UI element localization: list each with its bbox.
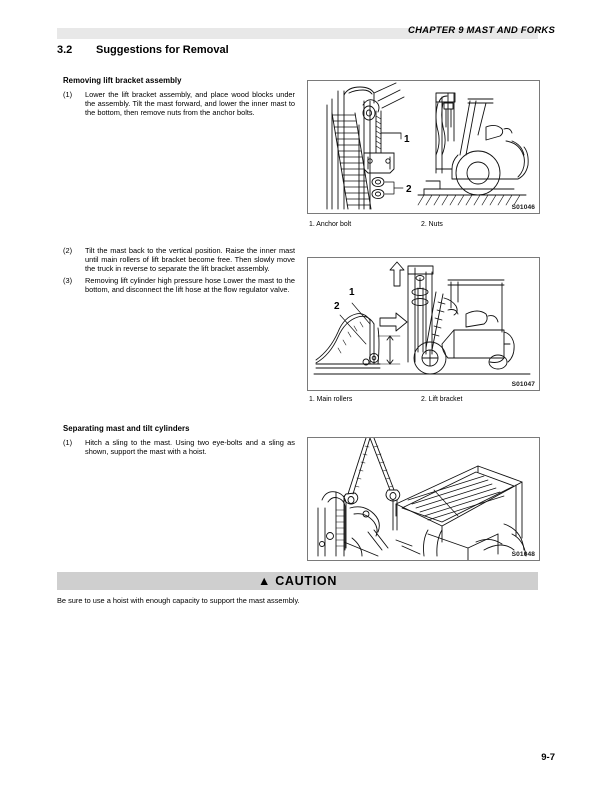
step-number: (3) (63, 275, 73, 285)
figure-2-illustration (308, 258, 539, 390)
figure-2-lift-bracket-separation (307, 257, 540, 391)
page-number: 9-7 (541, 752, 555, 763)
warning-triangle-icon: ▲ (257, 574, 272, 588)
step-item (63, 246, 295, 274)
step-item (63, 438, 295, 456)
content-block-1 (63, 76, 295, 120)
figure-1-illustration (308, 81, 539, 213)
figure-3-sling-hoist-mast (307, 437, 540, 561)
section-number: 3.2 (57, 44, 73, 56)
step-text: Hitch a sling to the mast. Using two eye-bolts and a sling as shown, support the mast with a hoist. (85, 438, 295, 457)
legend-item: 1. Main rollers (309, 396, 353, 403)
figure-1-callout-2: 2 (406, 184, 412, 195)
step-number: (1) (63, 438, 73, 447)
step-number: (2) (63, 246, 73, 255)
step-item (63, 276, 295, 294)
step-text: Lower the lift bracket assembly, and place wood blocks under the assembly. Tilt the mast forward, and lower the inner mast to the bottom, then remove nuts from the anchor bolts. (85, 90, 295, 118)
step-number: (1) (63, 90, 73, 99)
figure-3-id: S01048 (511, 551, 535, 558)
step-text: Removing lift cylinder high pressure hose Lower the mast to the bottom, and disconnect the lift hose at the flow regulator valve. (85, 275, 295, 294)
content-block-3 (63, 424, 295, 458)
figure-2-legend (309, 396, 549, 406)
figure-1-legend (309, 221, 549, 231)
caution-label-text: CAUTION (275, 574, 338, 588)
legend-item: 2. Lift bracket (421, 396, 463, 403)
legend-item: 2. Nuts (421, 221, 443, 228)
content-block-2 (63, 246, 295, 296)
figure-1-callout-1: 1 (404, 134, 410, 145)
chapter-header-title: CHAPTER 9 MAST AND FORKS (408, 25, 555, 36)
caution-body-text: Be sure to use a hoist with enough capacity to support the mast assembly. (57, 596, 300, 605)
legend-item: 1. Anchor bolt (309, 221, 352, 228)
step-item (63, 90, 295, 118)
subheading-removing-lift-bracket: Removing lift bracket assembly (63, 76, 182, 85)
figure-2-callout-1: 1 (349, 287, 355, 298)
figure-1-mast-anchor-bolts (307, 80, 540, 214)
section-title: Suggestions for Removal (96, 44, 229, 56)
figure-2-id: S01047 (511, 381, 535, 388)
subheading-separating-mast: Separating mast and tilt cylinders (63, 424, 190, 433)
figure-1-id: S01046 (511, 204, 535, 211)
figure-2-callout-2: 2 (334, 301, 340, 312)
step-text: Tilt the mast back to the vertical position. Raise the inner mast until main rollers of lift bracket become free. Then slowly move the truck in reverse to separate the lift bracket assembly. (85, 246, 295, 274)
figure-3-illustration (308, 438, 539, 560)
caution-heading (57, 574, 538, 588)
